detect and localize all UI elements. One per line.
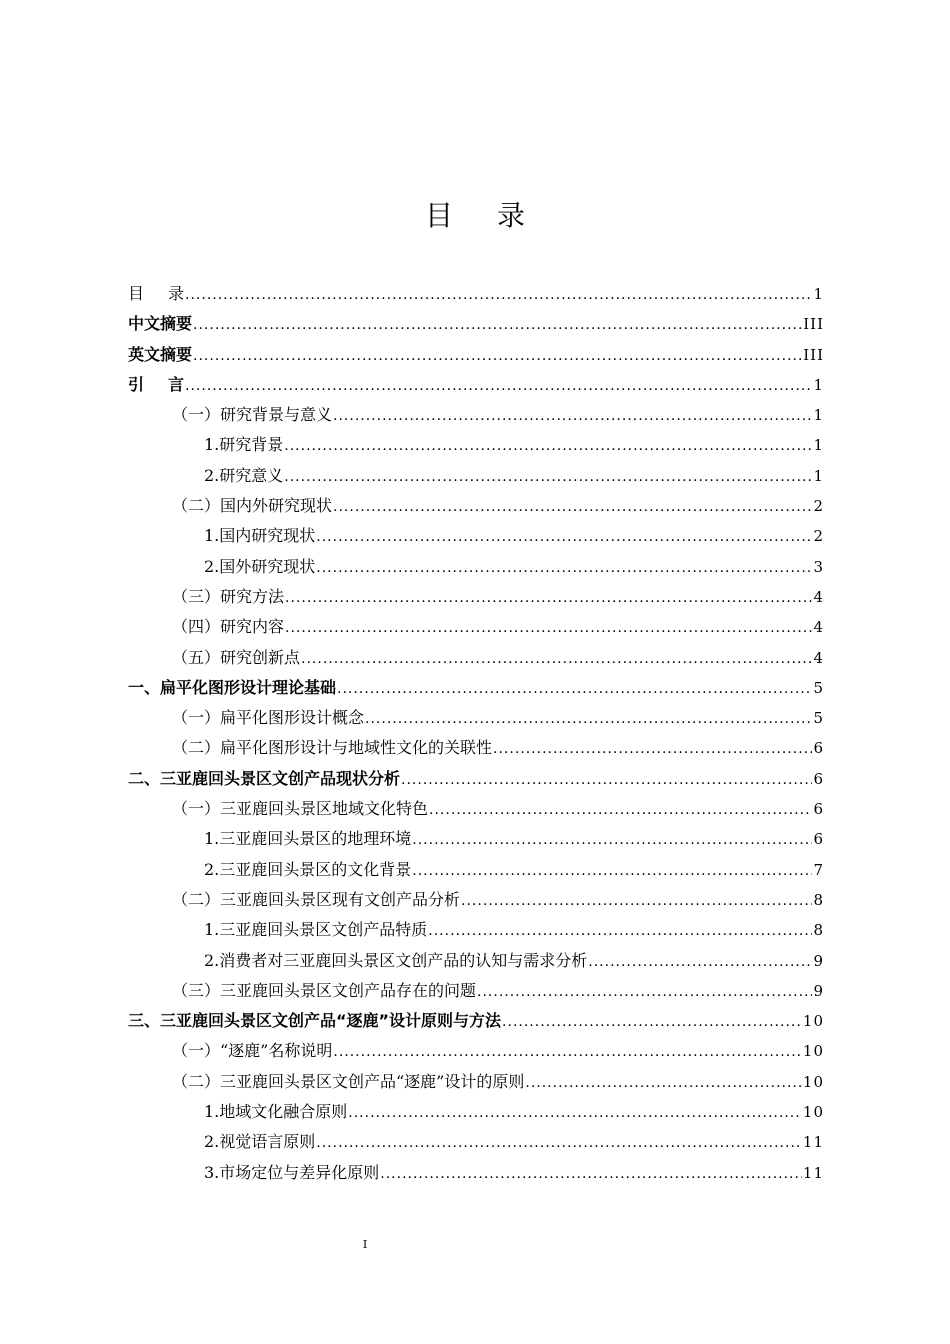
toc-dot-leader (493, 734, 812, 764)
toc-dot-leader (333, 492, 812, 522)
toc-dot-leader (333, 1037, 802, 1067)
toc-entry-page-number: 1 (813, 466, 824, 485)
toc-entry-page-number: 9 (813, 951, 824, 970)
toc-entry-page-number: 2 (813, 527, 824, 546)
toc-entry-label: 1.研究背景 (204, 435, 284, 455)
toc-entry-page-number: 5 (813, 678, 824, 697)
toc-entry-page-number: 10 (802, 1072, 824, 1091)
toc-entry-page-number: 11 (802, 1133, 824, 1152)
toc-entry[interactable] (128, 552, 824, 582)
toc-entry-label: 1.三亚鹿回头景区文创产品特质 (204, 920, 428, 940)
toc-entry[interactable] (128, 521, 824, 551)
toc-entry-label: （三）三亚鹿回头景区文创产品存在的问题 (172, 980, 477, 1000)
toc-dot-leader (337, 674, 812, 704)
toc-dot-leader (525, 1068, 802, 1098)
toc-entry-label: （二）扁平化图形设计与地域性文化的关联性 (172, 738, 493, 758)
toc-entry[interactable] (128, 1127, 824, 1157)
toc-entry[interactable] (128, 582, 824, 612)
toc-entry-label: 中文摘要 (128, 314, 193, 334)
toc-entry-label: 2.消费者对三亚鹿回头景区文创产品的认知与需求分析 (204, 950, 588, 970)
toc-dot-leader (348, 1098, 802, 1128)
toc-entry[interactable] (128, 794, 824, 824)
toc-entry-page-number: 11 (802, 1163, 824, 1182)
toc-entry-label: 引言 (128, 374, 209, 394)
toc-entry-label: 2.研究意义 (204, 465, 284, 485)
toc-entry-label: 一、扁平化图形设计理论基础 (128, 677, 337, 697)
toc-dot-leader (333, 401, 812, 431)
toc-entry-page-number: 4 (813, 587, 824, 606)
toc-entry-label: 1.三亚鹿回头景区的地理环境 (204, 829, 412, 849)
toc-entry-page-number: III (803, 345, 824, 364)
toc-dot-leader (284, 462, 812, 492)
toc-dot-leader (461, 886, 812, 916)
toc-entry[interactable] (128, 643, 824, 673)
toc-dot-leader (285, 583, 812, 613)
toc-entry[interactable] (128, 915, 824, 945)
toc-entry-label: （一）“逐鹿”名称说明 (172, 1041, 333, 1061)
toc-entry[interactable] (128, 733, 824, 763)
toc-entry-page-number: 6 (813, 800, 824, 819)
toc-entry-page-number: 1 (813, 406, 824, 425)
table-of-contents (128, 279, 824, 1188)
toc-entry-page-number: 3 (813, 557, 824, 576)
toc-dot-leader (316, 1128, 802, 1158)
toc-entry-page-number: 6 (813, 830, 824, 849)
toc-entry-page-number: 4 (813, 648, 824, 667)
toc-entry[interactable] (128, 855, 824, 885)
toc-entry-label: 三、三亚鹿回头景区文创产品“逐鹿”设计原则与方法 (128, 1011, 502, 1031)
toc-entry-label: 3.市场定位与差异化原则 (204, 1162, 380, 1182)
toc-entry[interactable] (128, 824, 824, 854)
toc-entry-page-number: 9 (813, 981, 824, 1000)
toc-dot-leader (588, 947, 812, 977)
toc-dot-leader (412, 856, 812, 886)
toc-dot-leader (412, 825, 812, 855)
toc-entry[interactable] (128, 885, 824, 915)
toc-entry[interactable] (128, 1067, 824, 1097)
toc-entry-label: （一）三亚鹿回头景区地域文化特色 (172, 799, 429, 819)
toc-entry-page-number: 6 (813, 739, 824, 758)
toc-dot-leader (380, 1159, 802, 1189)
footer-page-number: I (362, 1238, 368, 1251)
toc-entry-page-number: 8 (813, 921, 824, 940)
toc-entry-label: 英文摘要 (128, 344, 193, 364)
toc-entry[interactable] (128, 491, 824, 521)
toc-entry-page-number: 10 (802, 1103, 824, 1122)
toc-dot-leader (502, 1007, 802, 1037)
toc-entry-page-number: 10 (802, 1042, 824, 1061)
toc-entry[interactable] (128, 279, 824, 309)
toc-entry-label: （一）扁平化图形设计概念 (172, 708, 365, 728)
toc-dot-leader (316, 553, 812, 583)
toc-entry[interactable] (128, 1097, 824, 1127)
toc-entry[interactable] (128, 703, 824, 733)
toc-entry-label: 1.地域文化融合原则 (204, 1102, 348, 1122)
toc-entry-page-number: 4 (813, 618, 824, 637)
toc-dot-leader (185, 280, 812, 310)
toc-dot-leader (185, 371, 812, 401)
toc-entry-page-number: 1 (813, 375, 824, 394)
toc-entry-page-number: 6 (813, 769, 824, 788)
toc-entry[interactable] (128, 612, 824, 642)
toc-entry[interactable] (128, 430, 824, 460)
toc-entry[interactable] (128, 370, 824, 400)
toc-dot-leader (193, 310, 802, 340)
toc-entry-label: （二）国内外研究现状 (172, 496, 333, 516)
toc-entry[interactable] (128, 764, 824, 794)
toc-dot-leader (365, 704, 812, 734)
toc-dot-leader (193, 341, 802, 371)
toc-entry-label: （一）研究背景与意义 (172, 405, 333, 425)
toc-entry-label: 二、三亚鹿回头景区文创产品现状分析 (128, 768, 401, 788)
toc-entry-page-number: 8 (813, 890, 824, 909)
toc-dot-leader (401, 765, 812, 795)
toc-entry[interactable] (128, 461, 824, 491)
toc-entry-label: 目录 (128, 284, 209, 303)
page-title: 目录 (424, 199, 569, 232)
toc-entry-label: （四）研究内容 (172, 617, 285, 637)
toc-entry[interactable] (128, 400, 824, 430)
toc-dot-leader (284, 431, 812, 461)
toc-dot-leader (301, 644, 812, 674)
toc-entry[interactable] (128, 1006, 824, 1036)
toc-entry-label: （二）三亚鹿回头景区文创产品“逐鹿”设计的原则 (172, 1071, 525, 1091)
toc-entry-label: （五）研究创新点 (172, 647, 301, 667)
toc-entry-label: 2.视觉语言原则 (204, 1132, 316, 1152)
toc-dot-leader (285, 613, 812, 643)
toc-entry[interactable] (128, 976, 824, 1006)
toc-entry-page-number: 1 (813, 285, 824, 303)
toc-entry-label: 1.国内研究现状 (204, 526, 316, 546)
toc-entry-label: 2.三亚鹿回头景区的文化背景 (204, 859, 412, 879)
toc-entry[interactable] (128, 309, 824, 339)
toc-entry[interactable] (128, 1036, 824, 1066)
toc-entry-page-number: 7 (813, 860, 824, 879)
toc-dot-leader (477, 977, 812, 1007)
toc-entry[interactable] (128, 1158, 824, 1188)
toc-entry-label: 2.国外研究现状 (204, 556, 316, 576)
toc-entry[interactable] (128, 340, 824, 370)
toc-dot-leader (428, 916, 812, 946)
toc-entry-page-number: 2 (813, 497, 824, 516)
toc-entry-label: （二）三亚鹿回头景区现有文创产品分析 (172, 889, 461, 909)
toc-entry-page-number: 1 (813, 436, 824, 455)
toc-entry-page-number: 5 (813, 709, 824, 728)
toc-entry-page-number: III (803, 315, 824, 334)
toc-entry[interactable] (128, 673, 824, 703)
toc-entry-page-number: 10 (802, 1012, 824, 1031)
toc-entry-label: （三）研究方法 (172, 586, 285, 606)
toc-dot-leader (316, 522, 812, 552)
toc-dot-leader (429, 795, 812, 825)
toc-entry[interactable] (128, 946, 824, 976)
